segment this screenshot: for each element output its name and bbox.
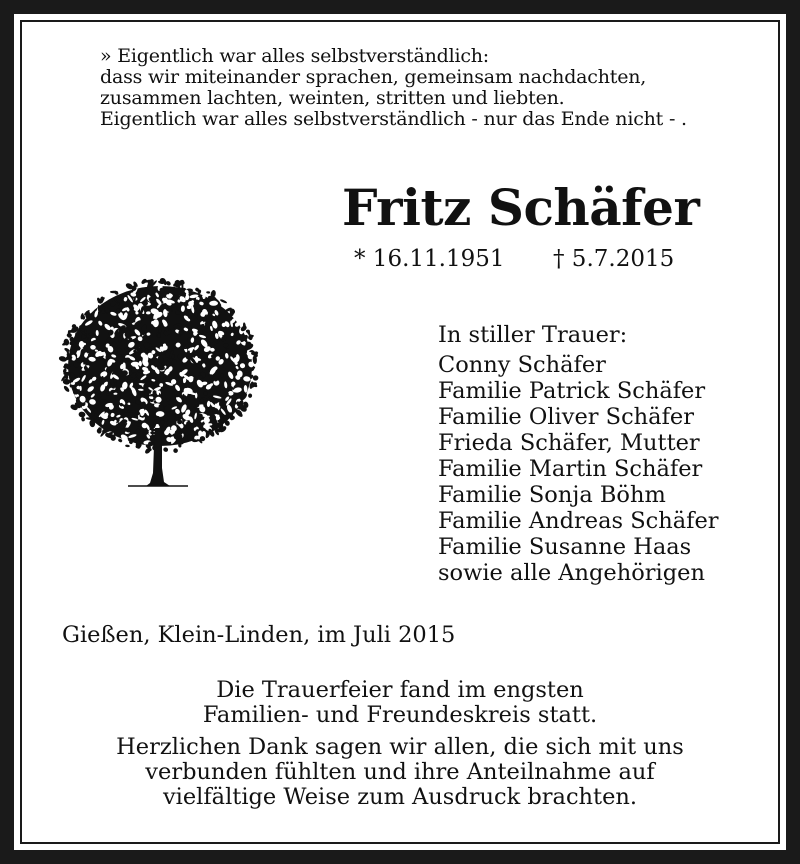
- thanks-note-line: vielfältige Weise zum Ausdruck brachten.: [162, 784, 638, 810]
- mourner-name: Familie Patrick Schäfer: [438, 378, 706, 404]
- deceased-name: Fritz Schäfer: [342, 178, 700, 237]
- place-and-date: Gießen, Klein-Linden, im Juli 2015: [62, 622, 456, 648]
- thanks-note: [40, 735, 760, 810]
- thanks-note-line: verbunden fühlten und ihre Anteilnahme auf: [145, 759, 655, 785]
- mourner-name: Frieda Schäfer, Mutter: [438, 430, 700, 456]
- death-date: † 5.7.2015: [553, 246, 675, 272]
- birth-date: * 16.11.1951: [354, 246, 505, 272]
- funeral-note: [40, 678, 760, 728]
- tree-icon: [58, 278, 262, 492]
- mourner-name: Familie Susanne Haas: [438, 534, 692, 560]
- mourner-name: Familie Andreas Schäfer: [438, 508, 719, 534]
- mourner-name: Familie Sonja Böhm: [438, 482, 666, 508]
- mourner-name: Familie Martin Schäfer: [438, 456, 703, 482]
- quote-line: Eigentlich war alles selbstverständlich - nur das Ende nicht - .: [100, 108, 687, 130]
- quote-block: [100, 46, 760, 130]
- mourner-name: Familie Oliver Schäfer: [438, 404, 694, 430]
- quote-line: zusammen lachten, weinten, stritten und liebten.: [100, 87, 565, 109]
- mourners-heading: In stiller Trauer:: [438, 322, 628, 348]
- mourner-name: sowie alle Angehörigen: [438, 560, 705, 586]
- funeral-note-line: Die Trauerfeier fand im engsten: [216, 677, 584, 703]
- mourners-list: [438, 322, 719, 586]
- quote-line: dass wir miteinander sprachen, gemeinsam nachdachten,: [100, 66, 647, 88]
- funeral-note-line: Familien- und Freundeskreis statt.: [202, 702, 598, 728]
- mourner-name: Conny Schäfer: [438, 352, 606, 378]
- quote-line: » Eigentlich war alles selbstverständlich:: [100, 45, 490, 67]
- thanks-note-line: Herzlichen Dank sagen wir allen, die sich mit uns: [116, 734, 684, 760]
